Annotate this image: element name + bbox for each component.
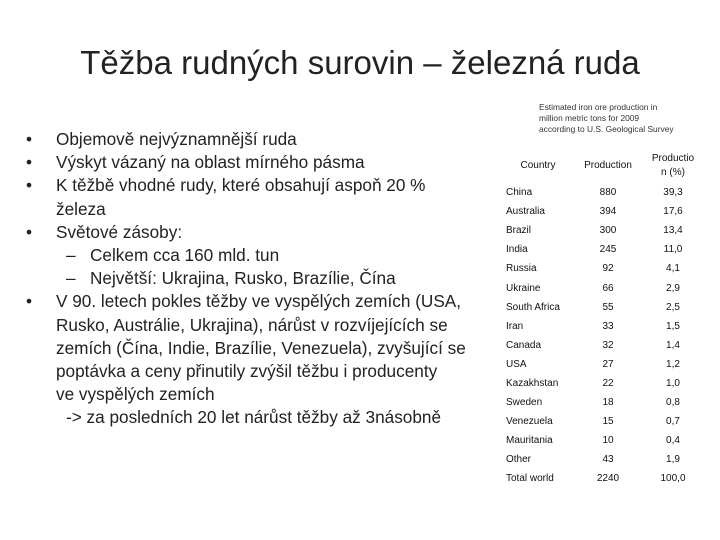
bullet-mark: • <box>26 152 33 173</box>
table-row <box>503 374 703 393</box>
bullet-text: K těžbě vhodné rudy, které obsahují aspoň 20 % <box>56 175 426 196</box>
table-row <box>503 393 703 412</box>
bullet-item <box>24 290 494 406</box>
cell-percent: 2,9 <box>666 282 680 294</box>
cell-country: Australia <box>506 206 545 218</box>
cell-production: 15 <box>602 416 614 428</box>
cell-country: China <box>506 187 533 199</box>
cell-production: 32 <box>602 339 614 351</box>
bullet-mark: • <box>26 221 33 242</box>
cell-country: Ukraine <box>506 282 541 294</box>
cell-percent: 1,2 <box>666 358 680 370</box>
table-row <box>503 221 703 240</box>
cell-country: Sweden <box>506 397 543 409</box>
cell-percent: 0,8 <box>666 397 680 409</box>
cell-percent: 100,0 <box>660 473 686 485</box>
table-row <box>503 183 703 202</box>
cell-percent: 2,5 <box>666 301 680 313</box>
header-country: Country <box>520 160 556 171</box>
bullet-text: Objemově nejvýznamnější ruda <box>56 129 297 149</box>
bullet-mark: • <box>26 129 33 149</box>
cell-percent: 1,4 <box>666 339 680 351</box>
cell-percent: 0,7 <box>666 416 680 428</box>
table-row <box>503 469 703 488</box>
slide-title: Těžba rudných surovin – železná ruda <box>80 44 640 81</box>
table-caption <box>539 102 704 135</box>
cell-percent: 39,3 <box>663 187 683 199</box>
table-row <box>503 202 703 221</box>
iron-ore-table <box>503 149 703 489</box>
cell-production: 55 <box>602 301 614 313</box>
sub-bullet-item <box>24 244 494 267</box>
cell-country: Brazil <box>506 225 532 237</box>
cell-country: South Africa <box>506 301 560 313</box>
table-row <box>503 450 703 469</box>
bullet-text-cont: Rusko, Austrálie, Ukrajina), nárůst v rozvíjejících se <box>56 314 448 335</box>
header-production: Production <box>584 160 632 171</box>
table-row <box>503 412 703 431</box>
cell-production: 245 <box>599 244 617 256</box>
sub-bullet-dash: – <box>66 268 76 289</box>
cell-production: 22 <box>602 377 614 389</box>
conclusion-line: -> za posledních 20 let nárůst těžby až 3násobně <box>66 407 442 428</box>
table-row <box>503 355 703 374</box>
cell-production: 300 <box>599 225 617 237</box>
cell-production: 2240 <box>596 473 620 485</box>
header-percent <box>643 149 703 183</box>
cell-country: Venezuela <box>506 416 553 428</box>
cell-percent: 11,0 <box>663 244 683 256</box>
bullet-text: Světové zásoby: <box>56 221 183 242</box>
cell-production: 18 <box>602 397 614 409</box>
cell-country: Iran <box>506 320 524 332</box>
cell-country: Canada <box>506 339 542 351</box>
cell-percent: 0,4 <box>666 435 680 447</box>
bullet-item <box>24 151 494 174</box>
cell-production: 43 <box>602 454 614 466</box>
table-body <box>503 183 703 489</box>
cell-production: 66 <box>602 282 614 294</box>
caption-line: million metric tons for 2009 <box>539 113 640 123</box>
cell-country: Russia <box>506 263 537 275</box>
cell-percent: 1,5 <box>666 320 680 332</box>
table-row <box>503 259 703 278</box>
sub-bullet-text: Celkem cca 160 mld. tun <box>90 245 280 266</box>
table-header-row <box>503 149 703 183</box>
table-row <box>503 278 703 297</box>
bullet-mark: • <box>26 175 33 196</box>
caption-line: Estimated iron ore production in <box>539 102 658 112</box>
caption-line: according to U.S. Geological Survey <box>539 124 674 134</box>
bullet-text: V 90. letech pokles těžby ve vyspělých zemích (USA, <box>56 291 462 312</box>
cell-production: 92 <box>602 263 614 275</box>
cell-percent: 1,0 <box>666 377 680 389</box>
cell-production: 27 <box>602 358 614 370</box>
bullet-mark: • <box>26 291 33 312</box>
bullet-item <box>24 128 494 151</box>
cell-percent: 17,6 <box>663 206 683 218</box>
table-row <box>503 298 703 317</box>
table-row <box>503 317 703 336</box>
sub-bullet-dash: – <box>66 245 76 266</box>
cell-production: 880 <box>599 187 617 199</box>
cell-country: Other <box>506 454 532 466</box>
sub-bullet-text: Největší: Ukrajina, Rusko, Brazílie, Čína <box>90 268 396 289</box>
cell-production: 10 <box>602 435 614 447</box>
table-row <box>503 336 703 355</box>
cell-percent: 4,1 <box>666 263 680 275</box>
sub-bullet-item <box>24 267 494 290</box>
bullet-text-cont: zemích (Čína, Indie, Brazílie, Venezuela), zvyšující se <box>56 337 466 358</box>
header-percent-line2: n (%) <box>661 167 685 178</box>
bullet-text-cont: železa <box>56 198 106 219</box>
bullet-text: Výskyt vázaný na oblast mírného pásma <box>56 152 365 173</box>
table-row <box>503 431 703 450</box>
cell-country: Kazakhstan <box>506 377 559 389</box>
cell-production: 33 <box>602 320 614 332</box>
table-row <box>503 240 703 259</box>
bullet-text-cont: poptávka a ceny přinutily zvýšil těžbu i producenty <box>56 361 438 382</box>
cell-country: Total world <box>506 473 554 485</box>
bullet-text-cont: ve vyspělých zemích <box>56 384 215 405</box>
cell-percent: 1,9 <box>666 454 680 466</box>
bullet-item <box>24 221 494 244</box>
cell-production: 394 <box>599 206 617 218</box>
cell-country: India <box>506 244 528 256</box>
bullet-list <box>24 128 494 430</box>
bullet-item <box>24 174 494 220</box>
cell-country: Mauritania <box>506 435 553 447</box>
cell-country: USA <box>506 358 527 370</box>
header-percent-line1: Productio <box>651 153 695 164</box>
cell-percent: 13,4 <box>663 225 683 237</box>
